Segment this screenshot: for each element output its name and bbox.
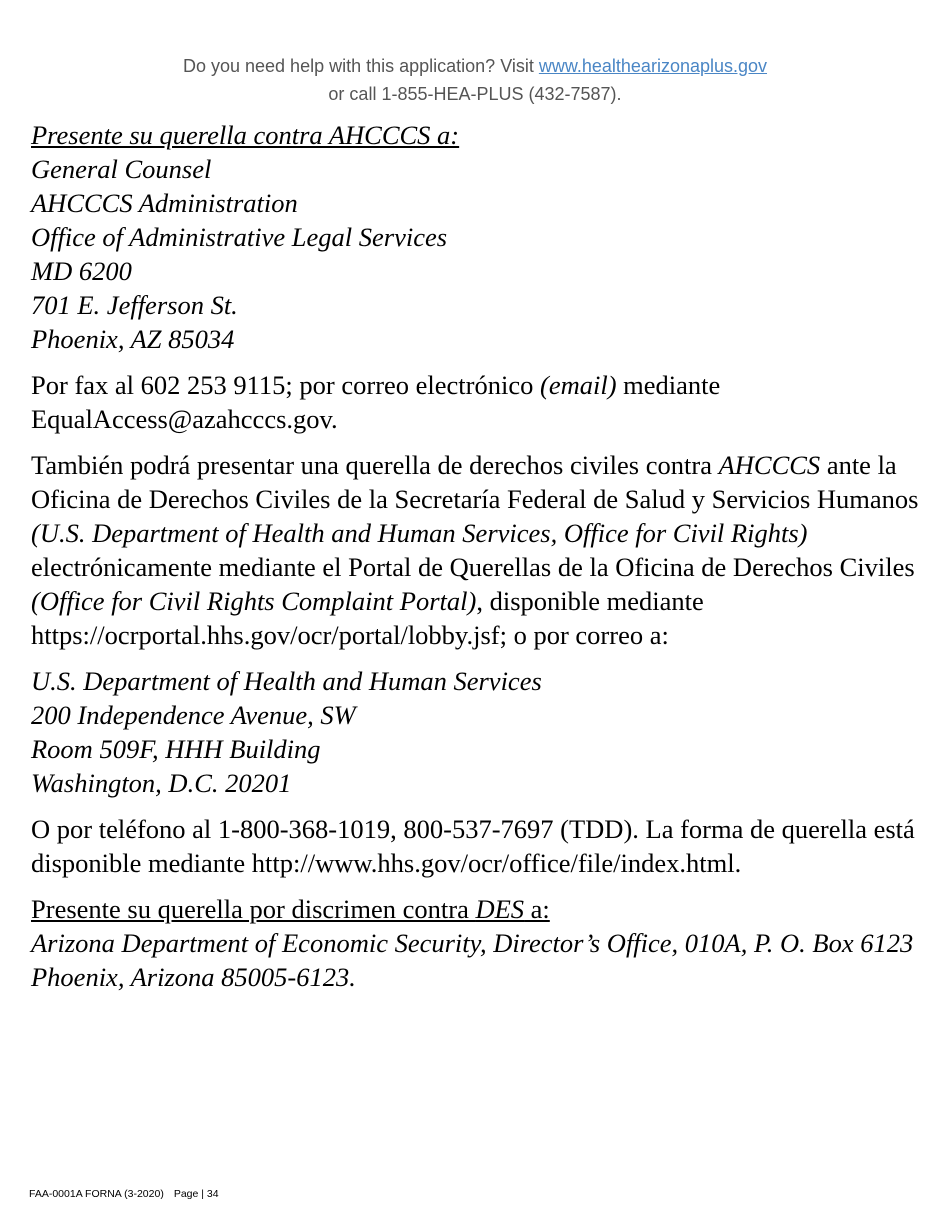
fax-text-2: mediante xyxy=(616,370,721,400)
help-website-link[interactable]: www.healthearizonaplus.gov xyxy=(538,56,768,76)
des-address: Arizona Department of Economic Security, Director’s Office, 010A, P. O. Box 6123 Phoenix, Arizona 85005-6123. xyxy=(31,928,914,992)
page-number: Page | 34 xyxy=(173,1188,219,1200)
des-heading xyxy=(31,892,926,926)
page-footer xyxy=(29,1188,229,1200)
civil-rights-hhs-ocr: (U.S. Department of Health and Human Services, Office for Civil Rights) xyxy=(31,518,808,548)
hhs-address-line: Washington, D.C. 20201 xyxy=(31,768,292,798)
civil-rights-ahcccs: AHCCCS xyxy=(718,450,821,480)
des-heading-text-2: a: xyxy=(524,894,550,924)
civil-rights-paragraph xyxy=(31,448,926,652)
ahcccs-address-line: 701 E. Jefferson St. xyxy=(31,290,238,320)
civil-rights-text: , disponible mediante xyxy=(476,586,704,616)
email-address: EqualAccess@azahcccs.gov. xyxy=(31,404,338,434)
help-call-line: or call 1-855-HEA-PLUS (432-7587). xyxy=(328,84,622,104)
ahcccs-address-line: General Counsel xyxy=(31,154,212,184)
document-body xyxy=(31,118,926,994)
ahcccs-address-line: AHCCCS Administration xyxy=(31,188,298,218)
ahcccs-heading: Presente su querella contra AHCCCS a: xyxy=(31,120,460,150)
help-banner xyxy=(0,52,950,108)
civil-rights-text: También podrá presentar una querella de derechos civiles contra xyxy=(31,450,719,480)
des-heading-text: Presente su querella por discrimen contra xyxy=(31,894,476,924)
hhs-address-line: 200 Independence Avenue, SW xyxy=(31,700,356,730)
email-label: (email) xyxy=(540,370,617,400)
fax-email-paragraph xyxy=(31,368,926,436)
ahcccs-address-line: Phoenix, AZ 85034 xyxy=(31,324,235,354)
ahcccs-address-line: Office of Administrative Legal Services xyxy=(31,222,448,252)
hhs-address-line: U.S. Department of Health and Human Services xyxy=(31,666,542,696)
help-prefix: Do you need help with this application? Visit xyxy=(182,56,539,76)
form-id: FAA-0001A FORNA (3-2020) xyxy=(29,1188,164,1200)
ahcccs-address-line: MD 6200 xyxy=(31,256,132,286)
civil-rights-text: ante la Oficina de Derechos Civiles de la Secretaría Federal de Salud y Servicios Humanos xyxy=(31,450,919,514)
help-line-1 xyxy=(0,52,950,80)
civil-rights-text: electrónicamente mediante el Portal de Querellas de la Oficina de Derechos Civiles xyxy=(31,552,915,582)
portal-url-line: https://ocrportal.hhs.gov/ocr/portal/lobby.jsf; o por correo a: xyxy=(31,620,669,650)
fax-text: Por fax al 602 253 9115; por correo electrónico xyxy=(31,370,540,400)
civil-rights-portal: (Office for Civil Rights Complaint Portal) xyxy=(31,586,477,616)
des-heading-des: DES xyxy=(475,894,525,924)
phone-paragraph: O por teléfono al 1-800-368-1019, 800-537-7697 (TDD). La forma de querella está disponible mediante http://www.hhs.gov/ocr/office/file/index.html. xyxy=(31,814,915,878)
hhs-address-line: Room 509F, HHH Building xyxy=(31,734,321,764)
